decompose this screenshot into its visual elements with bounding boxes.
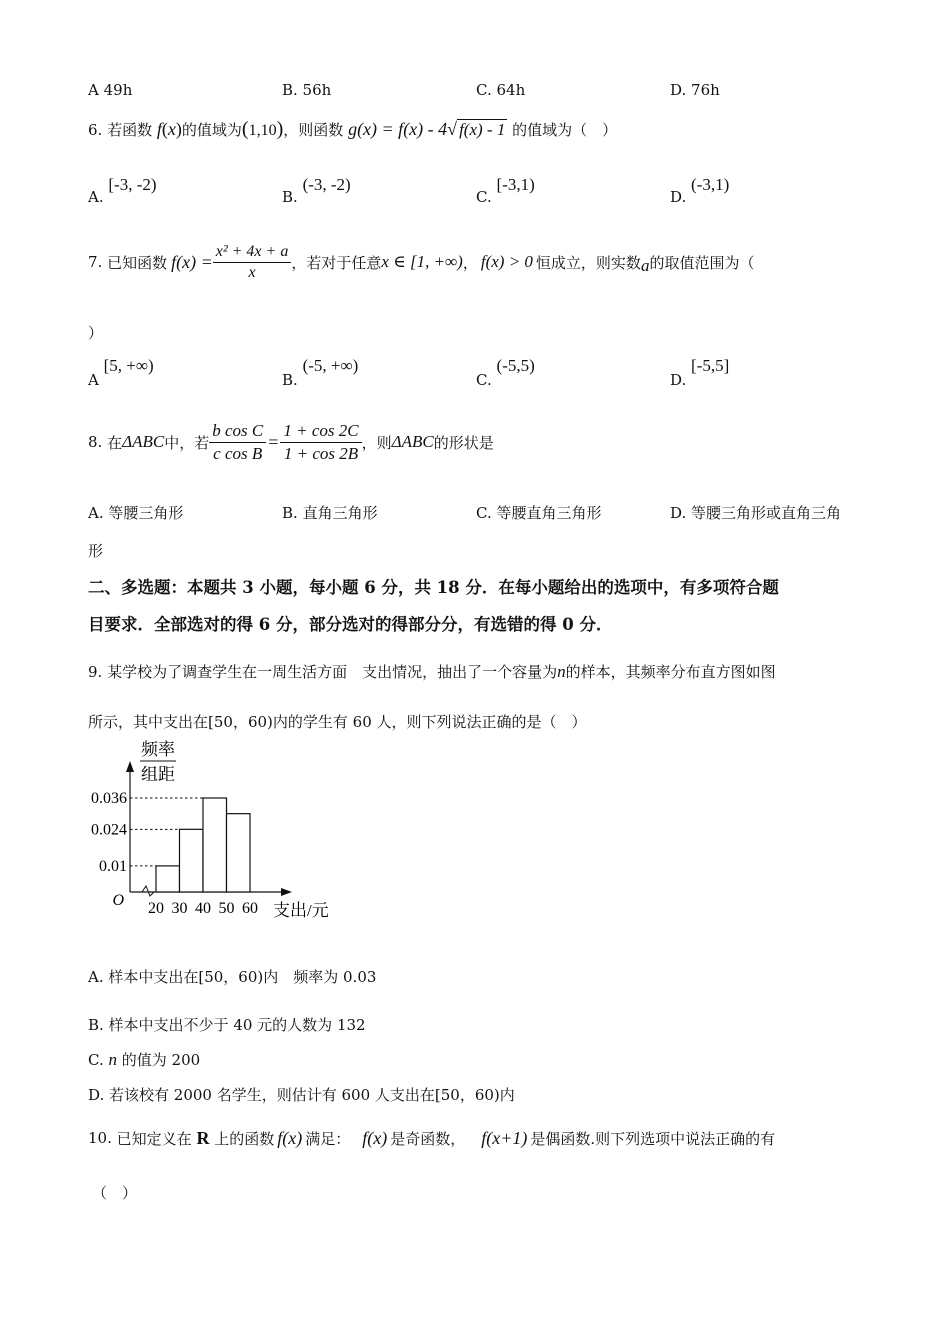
section-2-heading-line1: 二、多选题：本题共 3 小题，每小题 6 分，共 18 分．在每小题给出的选项中，有多项符合题 [88, 578, 779, 597]
x-tick-40: 40 [195, 900, 211, 917]
x-axis-label: 支出/元 [273, 901, 329, 920]
q7-fraction: $\frac{\text{x² + 4x + a}}{x}$ [213, 243, 292, 282]
q9-option-b: B. 样本中支出不少于 40 元的人数为 132 [88, 1016, 366, 1034]
origin-label: O [112, 892, 124, 909]
q8-rhs-fraction: $\frac{1 + \cos 2C}{1 + \cos 2B}$ [280, 421, 361, 464]
q6-option-c: C. [-3,1) [476, 175, 535, 206]
q8-option-a: A. 等腰三角形 [88, 504, 184, 522]
y-axis-arrow [126, 761, 134, 772]
q7-option-b: B. (-5, +∞) [282, 356, 359, 389]
question-10: 10. 已知定义在 R 上的函数 f(x) 满足： f(x) 是奇函数， f(x+1) 是偶函数.则下列选项中说法正确的有 [88, 1127, 776, 1148]
question-9-line1: 9. 某学校为了调查学生在一周生活方面 支出情况，抽出了一个容量为n的样本，其频率分布直方图如图 [88, 662, 776, 681]
question-9-line2: 所示，其中支出在[50，60)内的学生有 60 人，则下列说法正确的是（ ） [88, 713, 587, 731]
question-10-wrap: （ ） [92, 1184, 138, 1202]
q8-option-d-wrap: 形 [88, 542, 104, 560]
q9-option-d: D. 若该校有 2000 名学生，则估计有 600 人支出在[50，60)内 [88, 1086, 515, 1104]
q6-option-d: D. (-3,1) [670, 175, 730, 206]
q5-option-a: A 49h [88, 81, 133, 99]
histogram-bar-40-50 [203, 798, 227, 892]
histogram-bar-20-30 [156, 866, 180, 892]
q5-option-c: C. 64h [476, 81, 526, 99]
q5-option-b: B. 56h [282, 81, 332, 99]
y-tick-0.036: 0.036 [91, 790, 127, 807]
x-tick-50: 50 [218, 900, 235, 917]
q8-option-d: D. 等腰三角形或直角三角 [670, 504, 842, 522]
histogram-bar-30-40 [180, 829, 204, 892]
y-tick-0.01: 0.01 [99, 857, 127, 875]
question-7: 7. 已知函数 f(x) = $\frac{\text{x² + 4x + a}}{x}$ ，若对于任意 x ∈ [1, +∞) ， f(x) > 0 恒成立，则实数 a 的取值范围为（ [88, 242, 755, 281]
q7-option-a: A [5, +∞) [88, 356, 154, 389]
q9-option-c: C. n 的值为 200 [88, 1050, 201, 1069]
x-tick-30: 30 [171, 900, 188, 917]
y-label-top: 频率 [141, 740, 175, 759]
q9-option-a: A. 样本中支出在[50，60)内 频率为 0.03 [88, 968, 377, 986]
g-definition: g(x) = f(x) - 4 [348, 119, 448, 139]
q5-option-d: D. 76h [670, 81, 720, 99]
q7-option-d: D. [-5,5] [670, 356, 730, 389]
question-8: 8. 在 ΔABC 中，若 $\frac{\text{b cos C}}{\text{c cos B}}$ = $\frac{1 + \cos 2C}{1 + \cos 2B}$ ，则 ΔABC 的形状是 [88, 420, 494, 463]
question-6: 6. 若函数 f(x)的值域为(1,10)，则函数 g(x) = f(x) - 4√ f(x) - 1 的值域为（ ） [88, 118, 618, 140]
q8-lhs-fraction: $\frac{\text{b cos C}}{\text{c cos B}}$ [209, 421, 266, 464]
q7-option-c: C. (-5,5) [476, 356, 535, 389]
x-axis-arrow [281, 888, 292, 896]
q8-option-c: C. 等腰直角三角形 [476, 504, 602, 522]
x-tick-20: 20 [148, 900, 164, 917]
axis-break [142, 886, 154, 896]
frequency-histogram [80, 735, 350, 925]
x-tick-60: 60 [242, 900, 258, 917]
histogram-bar-50-60 [227, 814, 251, 892]
y-tick-0.024: 0.024 [91, 821, 127, 839]
section-2-heading-line2: 目要求．全部选对的得 6 分，部分选对的得部分分，有选错的得 0 分． [88, 615, 613, 634]
y-label-bottom: 组距 [141, 765, 175, 784]
q6-option-b: B. (-3, -2) [282, 175, 351, 206]
q8-option-b: B. 直角三角形 [282, 504, 378, 522]
q6-option-a: A. [-3, -2) [88, 175, 157, 206]
question-7-wrap: ） [88, 324, 104, 342]
